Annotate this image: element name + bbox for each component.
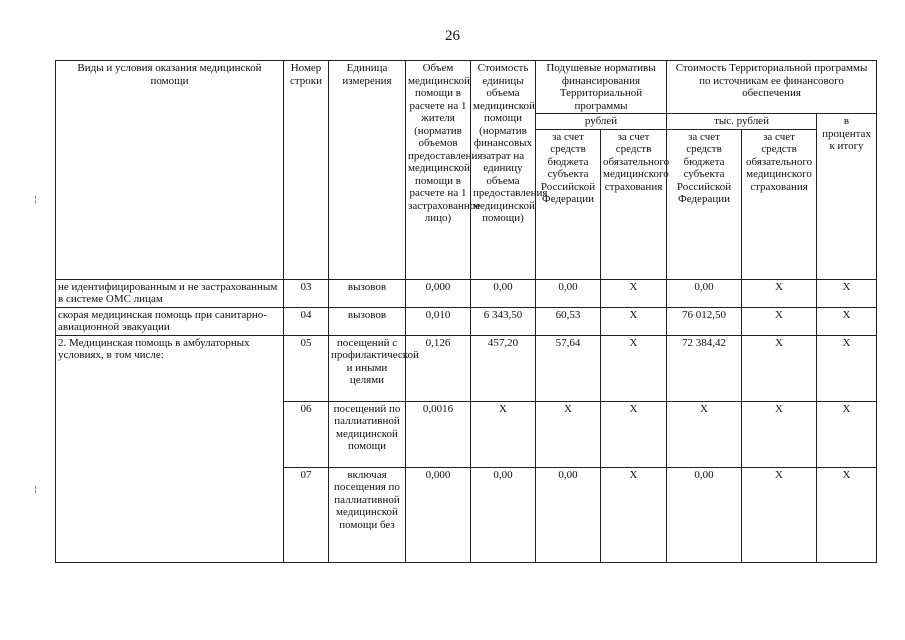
row-cost: 0,00 — [471, 467, 536, 562]
row-unit: включая посещения по паллиативной медицинской помощи без — [329, 467, 406, 562]
row-unit: вызовов — [329, 307, 406, 335]
row-tc-budget: Х — [667, 401, 742, 467]
row-pc-oms: Х — [601, 401, 667, 467]
margin-mark: ¦ — [33, 485, 39, 495]
row-cost: 0,00 — [471, 279, 536, 307]
row-tc-pct: Х — [817, 335, 877, 401]
row-num: 03 — [284, 279, 329, 307]
row-num: 05 — [284, 335, 329, 401]
row-unit: посещений с профилактической и иными целями — [329, 335, 406, 401]
header-per-capita: Подушевые нормативы финансирования Территориальной программы — [536, 61, 667, 114]
header-tc-oms: за счет средств обязательного медицинского страхования — [742, 129, 817, 279]
row-volume: 0,126 — [406, 335, 471, 401]
header-pc-oms: за счет средств обязательного медицинского страхования — [601, 129, 667, 279]
table-row — [56, 307, 877, 335]
row-num: 07 — [284, 467, 329, 562]
row-pc-oms: Х — [601, 279, 667, 307]
row-name: не идентифицированным и не застрахованным в системе ОМС лицам — [56, 279, 284, 307]
row-unit: посещений по паллиативной медицинской помощи — [329, 401, 406, 467]
header-cost: Стоимость единицы объема медицинской помощи (норматив финансовых затрат на единицу объема предоставления медицинской помощи) — [471, 61, 536, 280]
header-unit: Единица измерения — [329, 61, 406, 280]
row-name: скорая медицинская помощь при санитарно-авиационной эвакуации — [56, 307, 284, 335]
row-pc-budget: 0,00 — [536, 279, 601, 307]
row-volume: 0,000 — [406, 279, 471, 307]
table-row — [56, 335, 877, 401]
row-tc-pct: Х — [817, 307, 877, 335]
header-row-number: Номер строки — [284, 61, 329, 280]
header-percent-total: в процентах к итогу — [817, 114, 877, 280]
row-cost: 457,20 — [471, 335, 536, 401]
row-tc-oms: Х — [742, 307, 817, 335]
row-pc-budget: 60,53 — [536, 307, 601, 335]
row-tc-budget: 0,00 — [667, 467, 742, 562]
row-tc-pct: Х — [817, 467, 877, 562]
table-row — [56, 279, 877, 307]
row-tc-pct: Х — [817, 401, 877, 467]
financing-table — [55, 60, 877, 563]
header-rubles: рублей — [536, 114, 667, 130]
row-pc-oms: Х — [601, 307, 667, 335]
row-volume: 0,000 — [406, 467, 471, 562]
row-num: 06 — [284, 401, 329, 467]
header-kinds: Виды и условия оказания медицинской помощи — [56, 61, 284, 280]
header-thousand-rubles: тыс. рублей — [667, 114, 817, 130]
row-pc-budget: Х — [536, 401, 601, 467]
row-tc-oms: Х — [742, 279, 817, 307]
row-tc-budget: 72 384,42 — [667, 335, 742, 401]
row-tc-oms: Х — [742, 335, 817, 401]
row-tc-oms: Х — [742, 401, 817, 467]
row-cost: Х — [471, 401, 536, 467]
header-tc-budget: за счет средств бюджета субъекта Российской Федерации — [667, 129, 742, 279]
row-pc-budget: 57,64 — [536, 335, 601, 401]
header-territorial-cost: Стоимость Территориальной программы по источникам ее финансового обеспечения — [667, 61, 877, 114]
row-tc-oms: Х — [742, 467, 817, 562]
row-pc-budget: 0,00 — [536, 467, 601, 562]
row-tc-budget: 0,00 — [667, 279, 742, 307]
page-number: 26 — [445, 28, 460, 44]
header-volume: Объем медицинской помощи в расчете на 1 жителя (норматив объемов предоставления медицинской помощи в расчете на 1 застрахованное лицо) — [406, 61, 471, 280]
row-cost: 6 343,50 — [471, 307, 536, 335]
margin-mark: ¦ — [33, 195, 39, 205]
row-unit: вызовов — [329, 279, 406, 307]
row-name: 2. Медицинская помощь в амбулаторных условиях, в том числе: — [56, 335, 284, 562]
row-volume: 0,010 — [406, 307, 471, 335]
header-pc-budget: за счет средств бюджета субъекта Российской Федерации — [536, 129, 601, 279]
row-tc-pct: Х — [817, 279, 877, 307]
row-tc-budget: 76 012,50 — [667, 307, 742, 335]
row-volume: 0,0016 — [406, 401, 471, 467]
row-num: 04 — [284, 307, 329, 335]
row-pc-oms: Х — [601, 335, 667, 401]
row-pc-oms: Х — [601, 467, 667, 562]
